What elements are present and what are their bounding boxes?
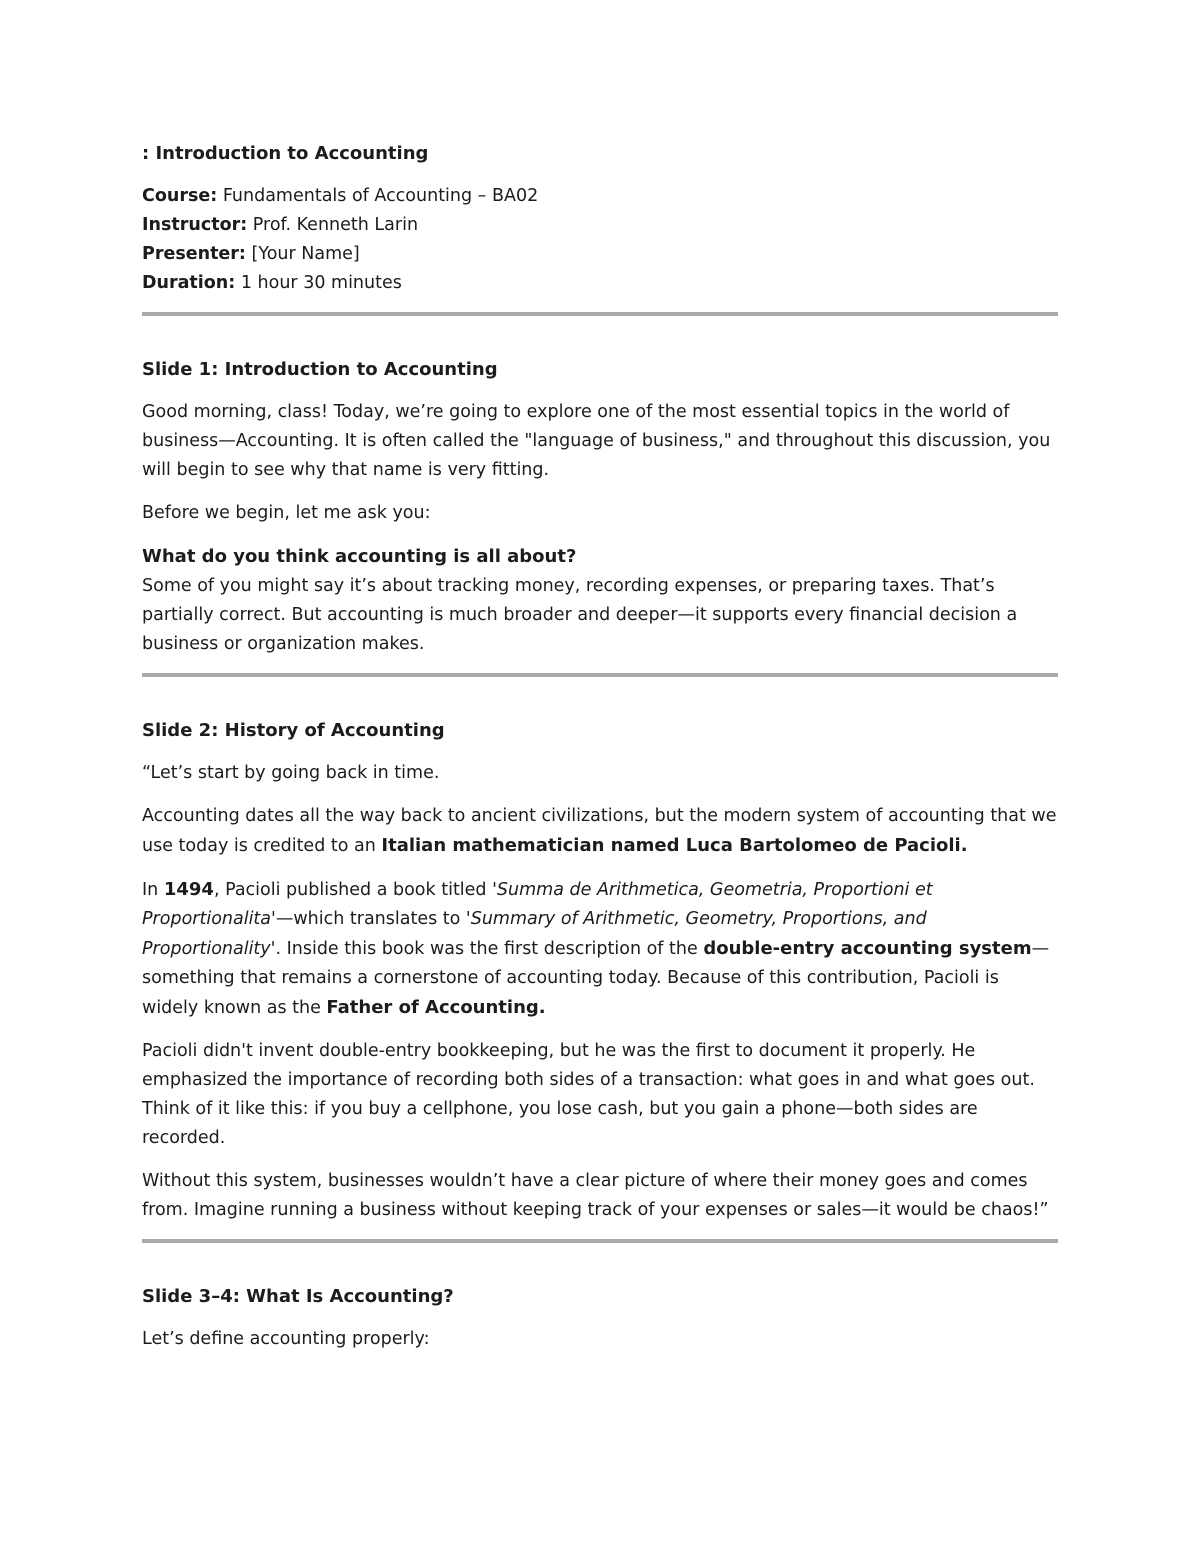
course-line [142, 182, 1058, 211]
book-title-english: 'Summary of Arithmetic, Geometry, Proportions, and Proportionality' [142, 909, 927, 959]
presenter-value: [Your Name] [245, 244, 360, 264]
duration-line [142, 269, 1058, 298]
course-label: Course: [142, 186, 218, 206]
text-run: . [538, 997, 546, 1018]
pacioli-name: Italian mathematician named Luca Bartolomeo de Pacioli [381, 835, 961, 856]
text-run: —which translates to [275, 909, 466, 929]
duration-label: Duration: [142, 273, 236, 293]
slide2-heading: Slide 2: History of Accounting [142, 720, 445, 741]
text-run: . Inside this book was the first description of the [275, 939, 704, 959]
slide2-paragraph-1: “Let’s start by going back in time. [142, 763, 440, 783]
text-run: —something that remains a cornerstone of accounting today. Because of this contribution, Pacioli is widely known as the [142, 939, 1050, 1018]
horizontal-rule [142, 1239, 1058, 1243]
slide1-paragraph-1: Good morning, class! Today, we’re going to explore one of the most essential topics in the world of business—Accounting. It is often called the "language of business," and throughout this discussion, you will begin to see why that name is very fitting. [142, 402, 1051, 480]
presenter-label: Presenter: [142, 244, 246, 264]
book-title-italian: 'Summa de Arithmetica, Geometria, Proportioni et Proportionalita' [142, 880, 933, 929]
slide2-paragraph-3 [142, 875, 1058, 1023]
presenter-line [142, 240, 1058, 269]
year-1494: 1494 [163, 879, 214, 900]
instructor-value: Prof. Kenneth Larin [247, 215, 419, 235]
slide3-heading: Slide 3–4: What Is Accounting? [142, 1286, 454, 1307]
slide1-paragraph-2: Before we begin, let me ask you: [142, 503, 431, 523]
text-run: , Pacioli published a book titled [213, 880, 493, 900]
duration-value: 1 hour 30 minutes [235, 273, 402, 293]
double-entry-term: double-entry accounting system [703, 938, 1032, 959]
horizontal-rule [142, 312, 1058, 316]
text-run: Accounting dates all the way back to ancient civilizations, but the modern system of accounting that we use today is credited to an [142, 806, 1057, 856]
slide2-paragraph-4: Pacioli didn't invent double-entry bookkeeping, but he was the first to document it properly. He emphasized the importance of recording both sides of a transaction: what goes in and what goes out. Think of it like this: if you buy a cellphone, you lose cash, but you gain a phone—both sides are recorded. [142, 1041, 1035, 1148]
document-title: : Introduction to Accounting [142, 143, 429, 164]
course-value: Fundamentals of Accounting – BA02 [217, 186, 539, 206]
horizontal-rule [142, 673, 1058, 677]
text-run: . [960, 835, 968, 856]
document-body [142, 139, 1058, 1368]
slide1-paragraph-3: Some of you might say it’s about tracking money, recording expenses, or preparing taxes. That’s partially correct. But accounting is much broader and deeper—it supports every financial decision a business or organization makes. [142, 576, 1018, 654]
text-run: In [142, 880, 164, 900]
instructor-label: Instructor: [142, 215, 248, 235]
slide1-heading: Slide 1: Introduction to Accounting [142, 359, 498, 380]
father-of-accounting: Father of Accounting [326, 997, 539, 1018]
slide2-paragraph-5: Without this system, businesses wouldn’t have a clear picture of where their money goes and comes from. Imagine running a business without keeping track of your expenses or sales—it would be chaos!” [142, 1171, 1049, 1220]
slide2-paragraph-2 [142, 802, 1058, 861]
instructor-line [142, 211, 1058, 240]
slide3-paragraph-1: Let’s define accounting properly: [142, 1329, 430, 1349]
slide1-question: What do you think accounting is all about? [142, 546, 577, 567]
